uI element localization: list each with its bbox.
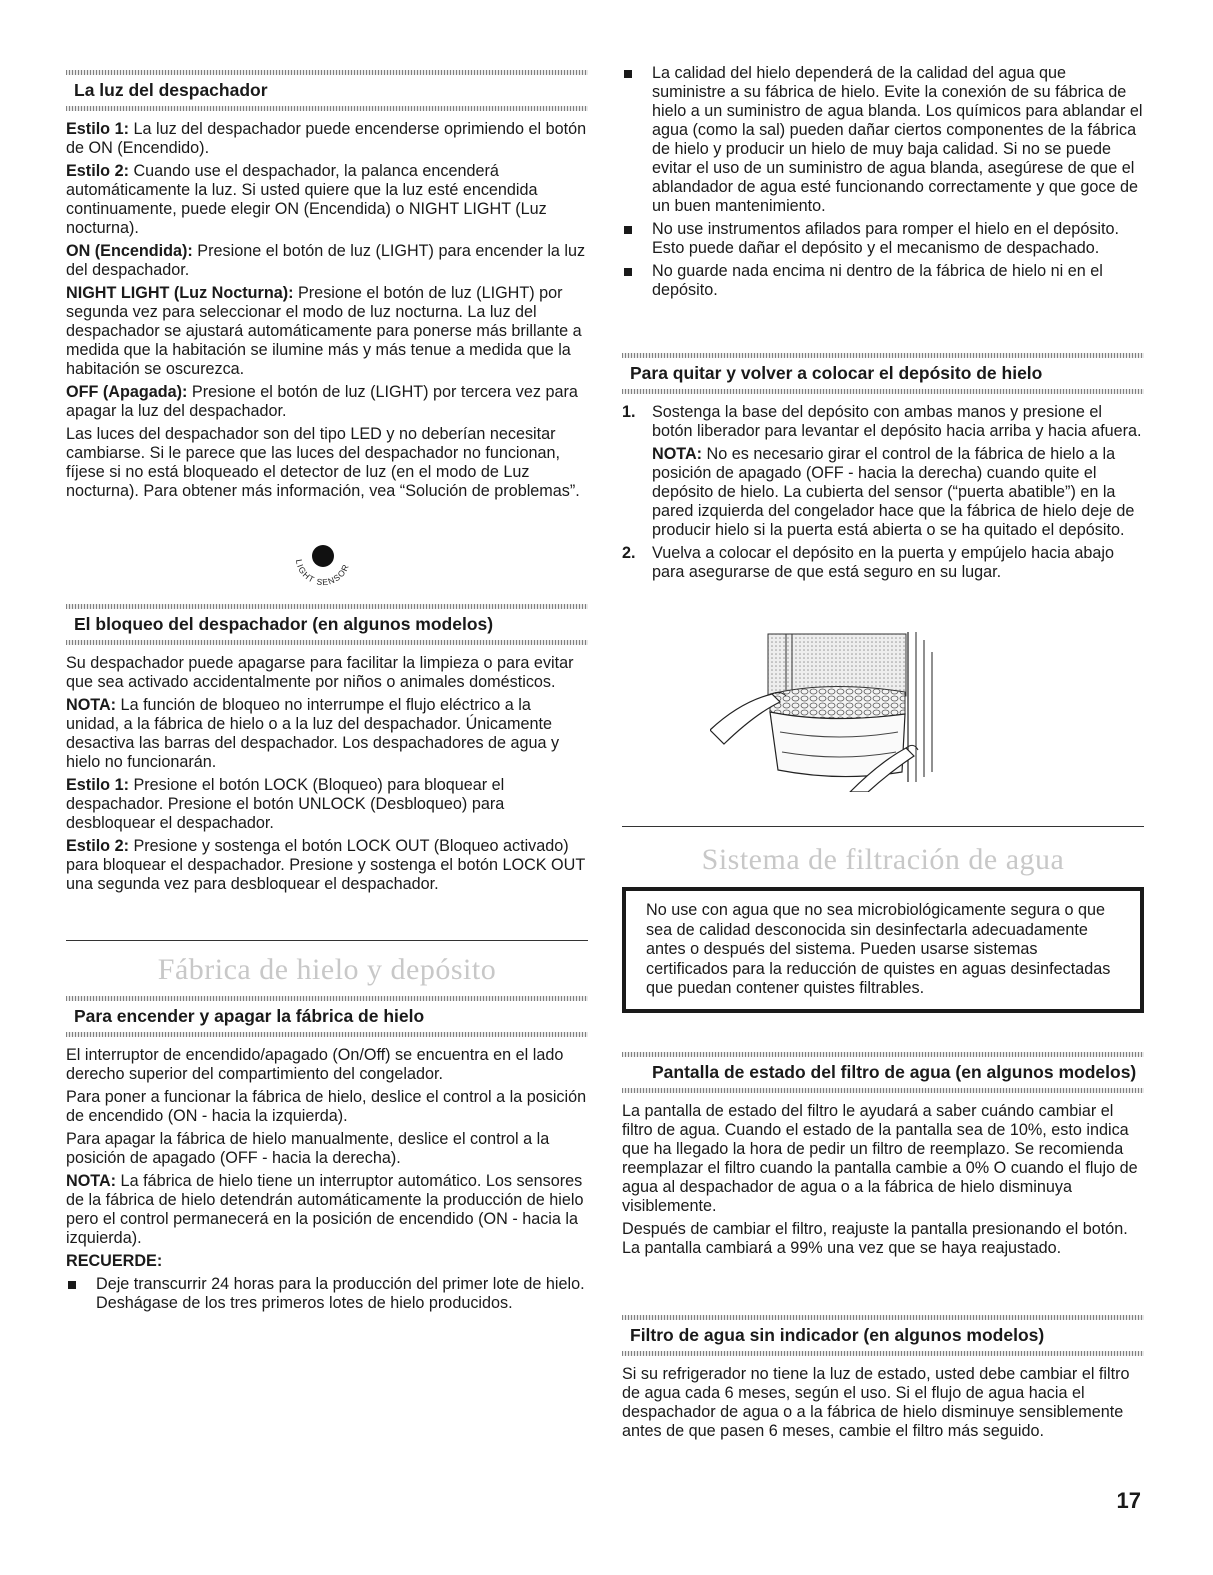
divider bbox=[622, 1315, 1144, 1320]
section-title: La luz del despachador bbox=[74, 80, 268, 100]
rule bbox=[622, 826, 1144, 827]
chapter-title: Sistema de filtración de agua bbox=[701, 843, 1065, 876]
warning-text: No use con agua que no sea microbiológicamente segura o que sea de calidad desconocida sin desinfectarla adecuadamente antes o después del sistema. Pueden usarse sistemas certificados para la reducción de quistes en aguas desinfectadas que puedan contener quistes filtrables. bbox=[646, 901, 1111, 997]
step-1: 1. Sostenga la base del depósito con ambas manos y presione el botón liberador para levantar el depósito hacia arriba y hacia afuera. NOTA: No es necesario girar el control de la fábrica de hielo a la posición de apagado (OFF - hacia la derecha) cuando quite el depósito de hielo. La cubierta del sensor (“puerta abatible”) en la pared izquierda del congelador hace que la fábrica de hielo deje de producir hielo si la puerta está abierta o se ha quitado el depósito. bbox=[622, 403, 1144, 540]
remember-label: RECUERDE: bbox=[66, 1252, 163, 1270]
section-dispenser-light bbox=[66, 70, 588, 505]
paragraph: Después de cambiar el filtro, reajuste la pantalla presionando el botón. La pantalla cambiará a 99% una vez que se haya reajustado. bbox=[622, 1220, 1128, 1257]
warning-box bbox=[622, 887, 1144, 1013]
chapter-icemaker bbox=[66, 940, 588, 987]
sensor-label: LIGHT SENSOR bbox=[293, 558, 352, 588]
paragraph: Su despachador puede apagarse para facilitar la limpieza o para evitar que sea activado accidentalmente por niños o animales domésticos. bbox=[66, 654, 574, 691]
icemaker-bullets bbox=[622, 64, 1144, 304]
divider bbox=[66, 70, 588, 75]
paragraph: El interruptor de encendido/apagado (On/Off) se encuentra en el lado derecho superior del compartimiento del congelador. bbox=[66, 1046, 564, 1083]
divider bbox=[622, 1088, 1144, 1093]
step-note: NOTA: No es necesario girar el control de la fábrica de hielo a la posición de apagado (OFF - hacia la derecha) cuando quite el depósito de hielo. La cubierta del sensor (“puerta abatible”) en la pared izquierda del congelador hace que la fábrica de hielo deje de producir hielo si la puerta está abierta o se ha quitado el depósito. bbox=[652, 445, 1135, 539]
section-icemaker-onoff bbox=[66, 996, 588, 1317]
divider bbox=[622, 1052, 1144, 1057]
section-title: Para encender y apagar la fábrica de hielo bbox=[74, 1006, 425, 1026]
step-text: Sostenga la base del depósito con ambas manos y presione el botón liberador para levantar el depósito hacia arriba y hacia afuera. bbox=[652, 403, 1142, 440]
page-number: 17 bbox=[1116, 1488, 1141, 1513]
divider bbox=[622, 353, 1144, 358]
divider bbox=[622, 1351, 1144, 1356]
chapter-filter bbox=[622, 826, 1144, 877]
paragraph: Estilo 1: La luz del despachador puede encenderse oprimiendo el botón de ON (Encendido). bbox=[66, 120, 587, 157]
divider bbox=[66, 640, 588, 645]
section-filter-status bbox=[622, 1052, 1144, 1262]
bullet-item: No guarde nada encima ni dentro de la fábrica de hielo ni en el depósito. bbox=[622, 262, 1144, 300]
paragraph: Para apagar la fábrica de hielo manualmente, deslice el control a la posición de apagado (OFF - hacia la derecha). bbox=[66, 1130, 550, 1167]
paragraph: NOTA: La función de bloqueo no interrumpe el flujo eléctrico a la unidad, a la fábrica de hielo o a la luz del despachador. Únicamente desactiva las barras del despachador. Los despachadores de agua y hielo no funcionarán. bbox=[66, 696, 560, 771]
paragraph: NIGHT LIGHT (Luz Nocturna): Presione el botón de luz (LIGHT) por segunda vez para seleccionar el modo de luz nocturna. La luz del despachador se ajustará automáticamente para ponerse más brillante a medida que la habitación se ilumine más y más tenue a medida que la habitación se oscurezca. bbox=[66, 284, 582, 378]
divider bbox=[66, 1032, 588, 1037]
section-filter-no-indicator bbox=[622, 1315, 1144, 1445]
divider bbox=[66, 106, 588, 111]
paragraph: Las luces del despachador son del tipo LED y no deberían necesitar cambiarse. Si le parece que las luces del despachador no funcionan, fíjese si no está bloqueado el detector de luz (en el modo de Luz nocturna). Para obtener más información, vea “Solución de problemas”. bbox=[66, 425, 580, 500]
paragraph: Estilo 2: Cuando use el despachador, la palanca encenderá automáticamente la luz. Si usted quiere que la luz esté encendida continuamente, puede elegir ON (Encendida) o NIGHT LIGHT (Luz nocturna). bbox=[66, 162, 547, 237]
paragraph: OFF (Apagada): Presione el botón de luz (LIGHT) por tercera vez para apagar la luz del despachador. bbox=[66, 383, 578, 420]
paragraph: ON (Encendida): Presione el botón de luz (LIGHT) para encender la luz del despachador. bbox=[66, 242, 586, 279]
ice-bin-illustration bbox=[710, 632, 960, 792]
paragraph: Estilo 1: Presione el botón LOCK (Bloqueo) para bloquear el despachador. Presione el botón UNLOCK (Desbloqueo) para desbloquear el despachador. bbox=[66, 776, 505, 832]
divider bbox=[66, 604, 588, 609]
divider bbox=[66, 996, 588, 1001]
section-title: Pantalla de estado del filtro de agua (en algunos modelos) bbox=[652, 1062, 1137, 1082]
section-title: Para quitar y volver a colocar el depósito de hielo bbox=[630, 363, 1043, 383]
bullet-item: Deje transcurrir 24 horas para la producción del primer lote de hielo. Deshágase de los tres primeros lotes de hielo producidos. bbox=[66, 1275, 588, 1313]
paragraph: NOTA: La fábrica de hielo tiene un interruptor automático. Los sensores de la fábrica de hielo detendrán automáticamente la producción de hielo pero el control permanecerá en la posición de encendido (ON - hacia la izquierda). bbox=[66, 1172, 584, 1247]
step-text: Vuelva a colocar el depósito en la puerta y empújelo hacia abajo para asegurarse de que está seguro en su lugar. bbox=[652, 544, 1114, 581]
paragraph: Para poner a funcionar la fábrica de hielo, deslice el control a la posición de encendido (ON - hacia la izquierda). bbox=[66, 1088, 587, 1125]
chapter-title: Fábrica de hielo y depósito bbox=[157, 953, 497, 986]
bullet-item: La calidad del hielo dependerá de la calidad del agua que suministre a su fábrica de hielo. Evite la conexión de su fábrica de hielo a un suministro de agua blanda. Los químicos para ablandar el agua (como la sal) pueden dañar ciertos componentes de la fábrica de hielo y producir un hielo de muy baja calidad. Si no se puede evitar el uso de un suministro de agua blanda, asegúrese de que el ablandador de agua esté funcionando correctamente y que goce de un buen mantenimiento. bbox=[622, 64, 1144, 216]
section-ice-bin bbox=[622, 353, 1144, 586]
warning-frame bbox=[622, 887, 1144, 1013]
divider bbox=[622, 389, 1144, 394]
bullet-item: No use instrumentos afilados para romper el hielo en el depósito. Esto puede dañar el depósito y el mecanismo de despachado. bbox=[622, 220, 1144, 258]
paragraph: La pantalla de estado del filtro le ayudará a saber cuándo cambiar el filtro de agua. Cuando el estado de la pantalla sea de 10%, esto indica que ha llegado la hora de pedir un filtro de reemplazo. Se recomienda reemplazar el filtro cuando la pantalla cambie a 0% O cuando el flujo de agua al despachador de agua o a la fábrica de hielo disminuya visiblemente. bbox=[622, 1102, 1138, 1215]
paragraph: Estilo 2: Presione y sostenga el botón LOCK OUT (Bloqueo activado) para bloquear el despachador. Presione y sostenga el botón LOCK OUT una segunda vez para desbloquear el despachador. bbox=[66, 837, 585, 893]
light-sensor-icon bbox=[288, 540, 358, 590]
paragraph: Si su refrigerador no tiene la luz de estado, usted debe cambiar el filtro de agua cada 6 meses, según el uso. Si el flujo de agua hacia el despachador de agua o a la fábrica de hielo disminuye sensiblemente antes de que pasen 6 meses, cambie el filtro más seguido. bbox=[622, 1365, 1130, 1440]
section-title: El bloqueo del despachador (en algunos modelos) bbox=[74, 614, 494, 634]
section-dispenser-lock bbox=[66, 604, 588, 898]
rule bbox=[66, 940, 588, 941]
step-2: 2. Vuelva a colocar el depósito en la puerta y empújelo hacia abajo para asegurarse de que está seguro en su lugar. bbox=[622, 544, 1144, 582]
section-title: Filtro de agua sin indicador (en algunos modelos) bbox=[630, 1325, 1045, 1345]
